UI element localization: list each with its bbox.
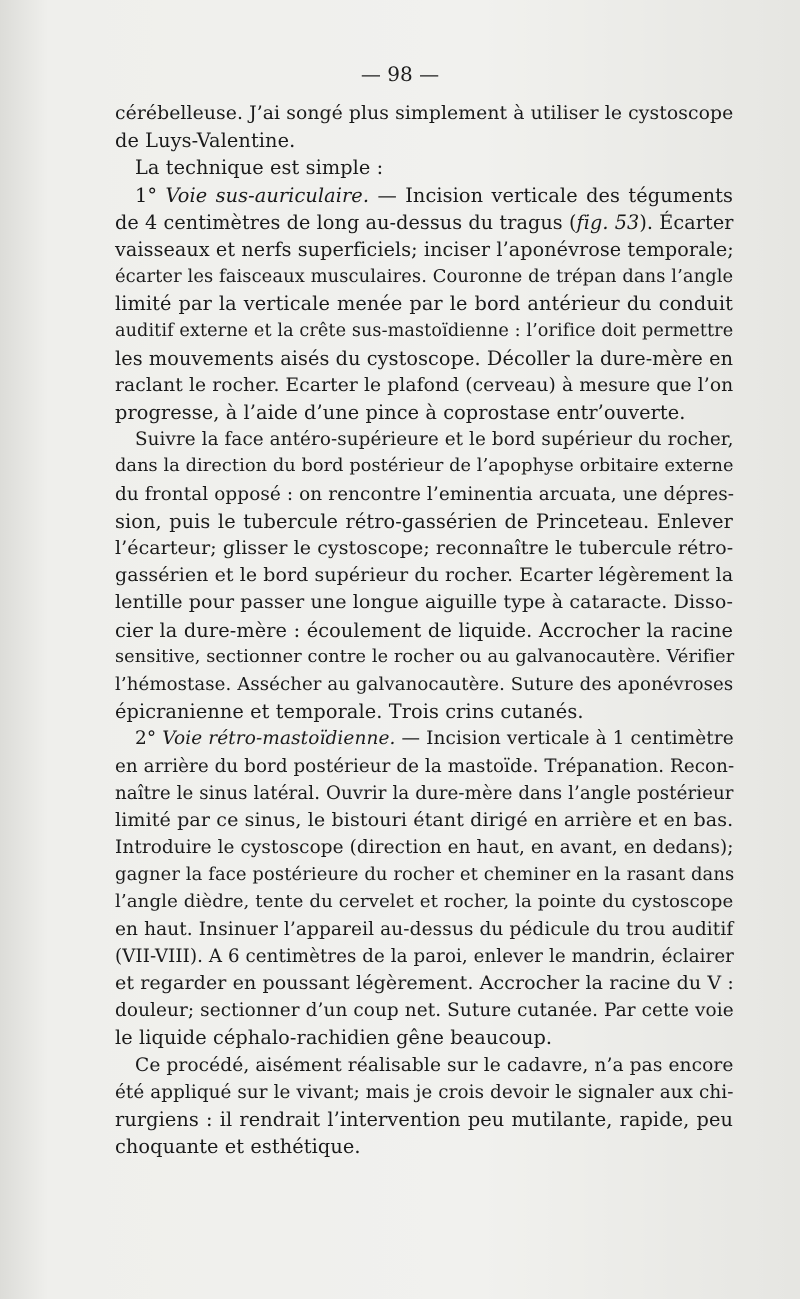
text-line-content: et regarder en poussant légèrement. Accrocher la racine du V : — [115, 972, 734, 994]
text-line — [115, 834, 733, 861]
text-line — [115, 1133, 733, 1160]
text-line-content: La technique est simple : — [135, 156, 384, 180]
text-line — [115, 535, 733, 562]
text-line-content: gagner la face postérieure du rocher et cheminer en la rasant dans — [115, 864, 735, 886]
text-line-content: été appliqué sur le vivant; mais je crois devoir le signaler aux chi- — [115, 1081, 734, 1103]
italic-heading: Voie rétro-mastoïdienne. — [162, 728, 396, 750]
text-line-content: en haut. Insinuer l’appareil au-dessus du pédicule du trou auditif — [115, 918, 734, 940]
text-line-content: limité par la verticale menée par le bord antérieur du conduit — [115, 292, 733, 316]
text-line — [115, 100, 733, 127]
text-line — [115, 562, 733, 589]
text-line — [115, 453, 733, 480]
text-line-prefix: 1° — [135, 183, 166, 207]
text-line-content: cérébelleuse. J’ai songé plus simplement à utiliser le cystoscope — [115, 103, 734, 124]
text-line-content: écarter les faisceaux musculaires. Couronne de trépan dans l’angle — [115, 266, 734, 288]
text-line — [115, 372, 733, 399]
text-line-content: du frontal opposé : on rencontre l’eminentia arcuata, une dépres- — [115, 483, 735, 505]
text-line — [115, 861, 733, 888]
text-line-content: Suivre la face antéro-supérieure et le bord supérieur du rocher, — [135, 429, 734, 451]
text-line-content: douleur; sectionner d’un coup net. Suture cutanée. Par cette voie — [115, 1000, 734, 1022]
text-line — [115, 318, 733, 345]
italic-heading: Voie sus-auriculaire. — [165, 183, 370, 207]
text-line — [115, 725, 733, 752]
text-line-content: dans la direction du bord postérieur de l’apophyse orbitaire externe — [115, 456, 734, 477]
text-line-content: de Luys-Valentine. — [115, 129, 296, 153]
text-line-content: cier la dure-mère : écoulement de liquide. Accrocher la racine — [115, 618, 733, 642]
text-line-content: ). Écarter — [639, 210, 734, 234]
text-line-content: vaisseaux et nerfs superficiels; inciser l’aponévrose temporale; — [115, 237, 734, 261]
text-line-content: épicranienne et temporale. Trois crins cutanés. — [115, 700, 584, 724]
text-line-content: lentille pour passer une longue aiguille type à cataracte. Disso- — [115, 591, 733, 614]
text-line — [115, 399, 733, 426]
text-line — [115, 916, 733, 943]
text-line-content: (VII-VIII). A 6 centimètres de la paroi, enlever le mandrin, éclairer — [115, 945, 734, 967]
text-line — [115, 508, 733, 535]
text-line — [115, 1079, 733, 1106]
page-number: — 98 — — [360, 62, 440, 86]
text-line-content: en arrière du bord postérieur de la mastoïde. Trépanation. Recon- — [115, 755, 735, 777]
text-line-content: sensitive, sectionner contre le rocher ou au galvanocautère. Vérifier — [115, 646, 735, 667]
text-line-content: l’hémostase. Assécher au galvanocautère. Suture des aponévroses — [115, 673, 734, 695]
text-line — [115, 1052, 733, 1079]
text-line-content: les mouvements aisés du cystoscope. Décoller la dure-mère en — [115, 346, 734, 370]
text-line-content: choquante et esthétique. — [115, 1135, 361, 1159]
text-line — [115, 1024, 733, 1051]
text-line — [115, 753, 733, 780]
text-line — [115, 970, 733, 997]
text-line-content: progresse, à l’aide d’une pince à coprostase entr’ouverte. — [115, 401, 686, 425]
text-line — [115, 780, 733, 807]
text-line — [115, 236, 733, 263]
text-line — [115, 807, 733, 834]
text-line — [115, 426, 733, 453]
text-line-content: — Incision verticale des téguments — [369, 183, 733, 207]
text-line — [115, 1106, 733, 1133]
text-line — [115, 589, 733, 616]
text-line — [115, 698, 733, 725]
text-line — [115, 209, 733, 236]
text-line — [115, 671, 733, 698]
text-line-content: — Incision verticale à 1 centimètre — [395, 728, 734, 750]
text-line — [115, 997, 733, 1024]
text-line — [115, 127, 733, 154]
text-line — [115, 290, 733, 317]
text-line-content: gassérien et le bord supérieur du rocher. Ecarter légèrement la — [115, 564, 734, 587]
text-line-content: raclant le rocher. Ecarter le plafond (cerveau) à mesure que l’on — [115, 374, 734, 396]
text-line — [115, 888, 733, 915]
text-line-content: limité par ce sinus, le bistouri étant dirigé en arrière et en bas. — [115, 808, 734, 831]
text-line-prefix: de 4 centimètres de long au-dessus du tragus ( — [115, 210, 577, 234]
text-line — [115, 644, 733, 671]
text-line-content: naître le sinus latéral. Ouvrir la dure-mère dans l’angle postérieur — [115, 782, 734, 804]
text-line-content: auditif externe et la crête sus-mastoïdienne : l’orifice doit permettre — [115, 320, 734, 341]
text-line-content: Ce procédé, aisément réalisable sur le cadavre, n’a pas encore — [135, 1054, 734, 1076]
text-line — [115, 617, 733, 644]
text-line — [115, 345, 733, 372]
text-line-content: l’angle dièdre, tente du cervelet et rocher, la pointe du cystoscope — [115, 891, 734, 913]
text-line-content: Introduire le cystoscope (direction en haut, en avant, en dedans); — [115, 837, 734, 859]
text-line-content: rurgiens : il rendrait l’intervention peu mutilante, rapide, peu — [115, 1107, 733, 1131]
italic-heading: fig. 53 — [576, 210, 640, 234]
text-line-prefix: 2° — [135, 728, 163, 750]
text-line-content: le liquide céphalo-rachidien gêne beaucoup. — [115, 1026, 553, 1050]
page-body-text — [115, 100, 733, 1160]
text-line — [115, 481, 733, 508]
text-line — [115, 154, 733, 181]
text-line — [115, 182, 733, 209]
text-line — [115, 263, 733, 290]
text-line-content: l’écarteur; glisser le cystoscope; reconnaître le tubercule rétro- — [115, 537, 734, 559]
text-line — [115, 943, 733, 970]
text-line-content: sion, puis le tubercule rétro-gassérien de Princeteau. Enlever — [115, 509, 733, 533]
